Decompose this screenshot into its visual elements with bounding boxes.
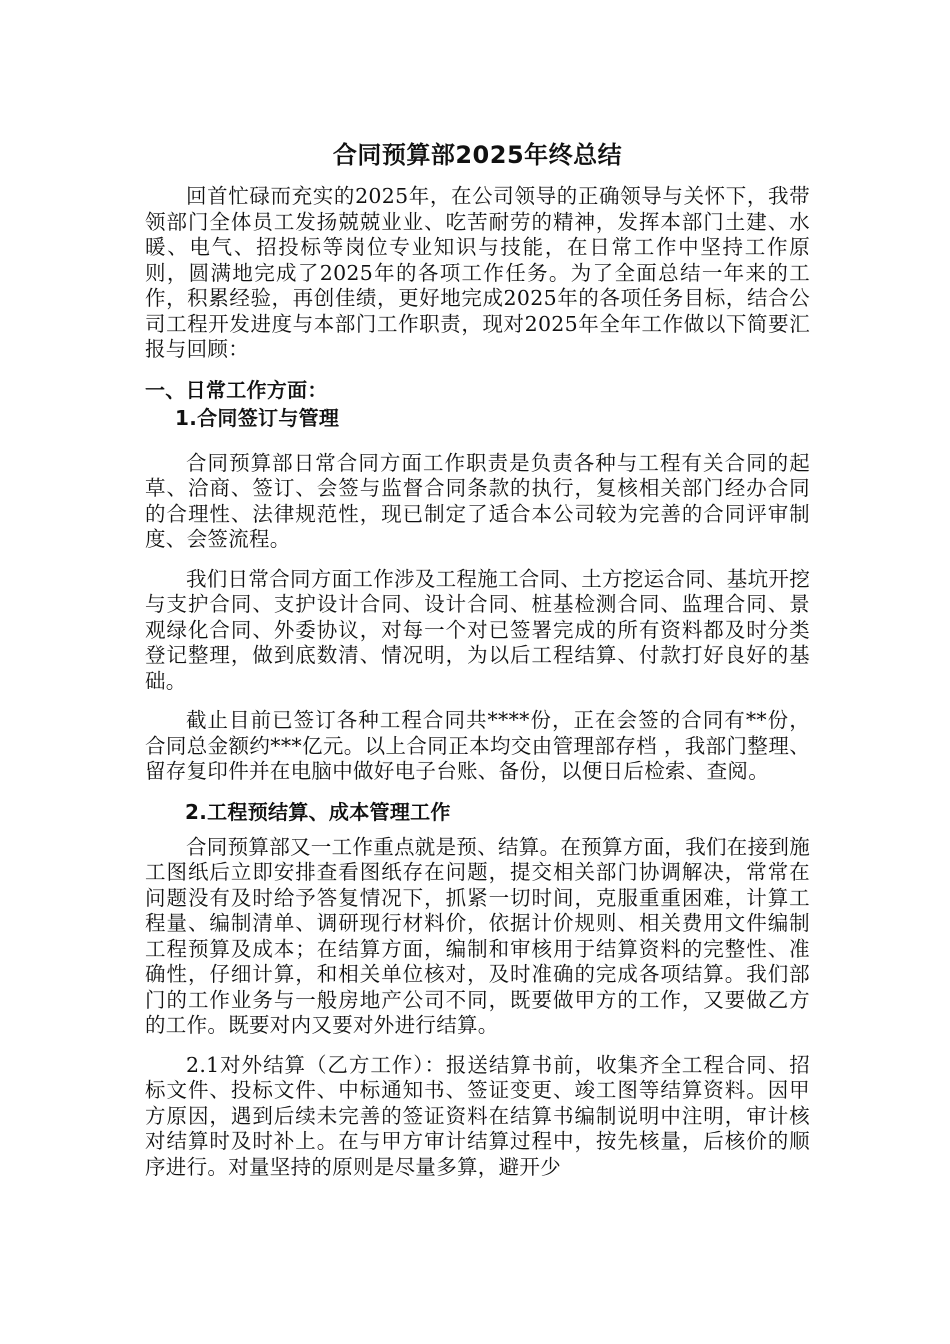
budget-paragraph-2: 2.1对外结算（乙方工作）：报送结算书前，收集齐全工程合同、招标文件、投标文件、中标通知书、签证变更、竣工图等结算资料。因甲方原因，遇到后续未完善的签证资料在结算书编制说明中注明，审计核对结算时及时补上。在与甲方审计结算过程中，按先核量，后核价的顺序进行。对量坚持的原则是尽量多算，避开少 [145, 1052, 810, 1179]
contracts-paragraph-3: 截止目前已签订各种工程合同共****份，正在会签的合同有**份，合同总金额约***亿元。以上合同正本均交由管理部存档 ，我部门整理、留存复印件并在电脑中做好电子台账、备份，以便日后检索、查阅。 [145, 708, 810, 783]
intro-paragraph: 回首忙碌而充实的2025年，在公司领导的正确领导与关怀下，我带领部门全体员工发扬兢兢业业、吃苦耐劳的精神，发挥本部门土建、水暖、电气、招投标等岗位专业知识与技能，在日常工作中坚持工作原则，圆满地完成了2025年的各项工作任务。为了全面总结一年来的工作，积累经验，再创佳绩，更好地完成2025年的各项任务目标，结合公司工程开发进度与本部门工作职责，现对2025年全年工作做以下简要汇报与回顾： [145, 184, 810, 361]
budget-paragraph-1: 合同预算部又一工作重点就是预、结算。在预算方面，我们在接到施工图纸后立即安排查看图纸存在问题，提交相关部门协调解决，常常在问题没有及时给予答复情况下，抓紧一切时间，克服重重困难，计算工程量、编制清单、调研现行材料价，依据计价规则、相关费用文件编制工程预算及成本；在结算方面，编制和审核用于结算资料的完整性、准确性，仔细计算，和相关单位核对，及时准确的完成各项结算。我们部门的工作业务与一般房地产公司不同，既要做甲方的工作，又要做乙方的工作。既要对内又要对外进行结算。 [145, 834, 810, 1037]
document-title: 合同预算部2025年终总结 [332, 141, 623, 169]
subsection-heading-budget: 2.工程预结算、成本管理工作 [185, 799, 451, 824]
section-heading-daily-work: 一、日常工作方面： [145, 377, 328, 402]
contracts-paragraph-1: 合同预算部日常合同方面工作职责是负责各种与工程有关合同的起草、洽商、签订、会签与监督合同条款的执行，复核相关部门经办合同的合理性、法律规范性，现已制定了适合本公司较为完善的合同评审制度、会签流程。 [145, 450, 810, 551]
document-body [145, 140, 810, 1194]
subsection-heading-contracts: 1.合同签订与管理 [175, 405, 340, 430]
contracts-paragraph-2: 我们日常合同方面工作涉及工程施工合同、土方挖运合同、基坑开挖与支护合同、支护设计合同、设计合同、桩基检测合同、监理合同、景观绿化合同、外委协议，对每一个对已签署完成的所有资料都及时分类登记整理，做到底数清、情况明，为以后工程结算、付款打好良好的基础。 [145, 566, 810, 693]
